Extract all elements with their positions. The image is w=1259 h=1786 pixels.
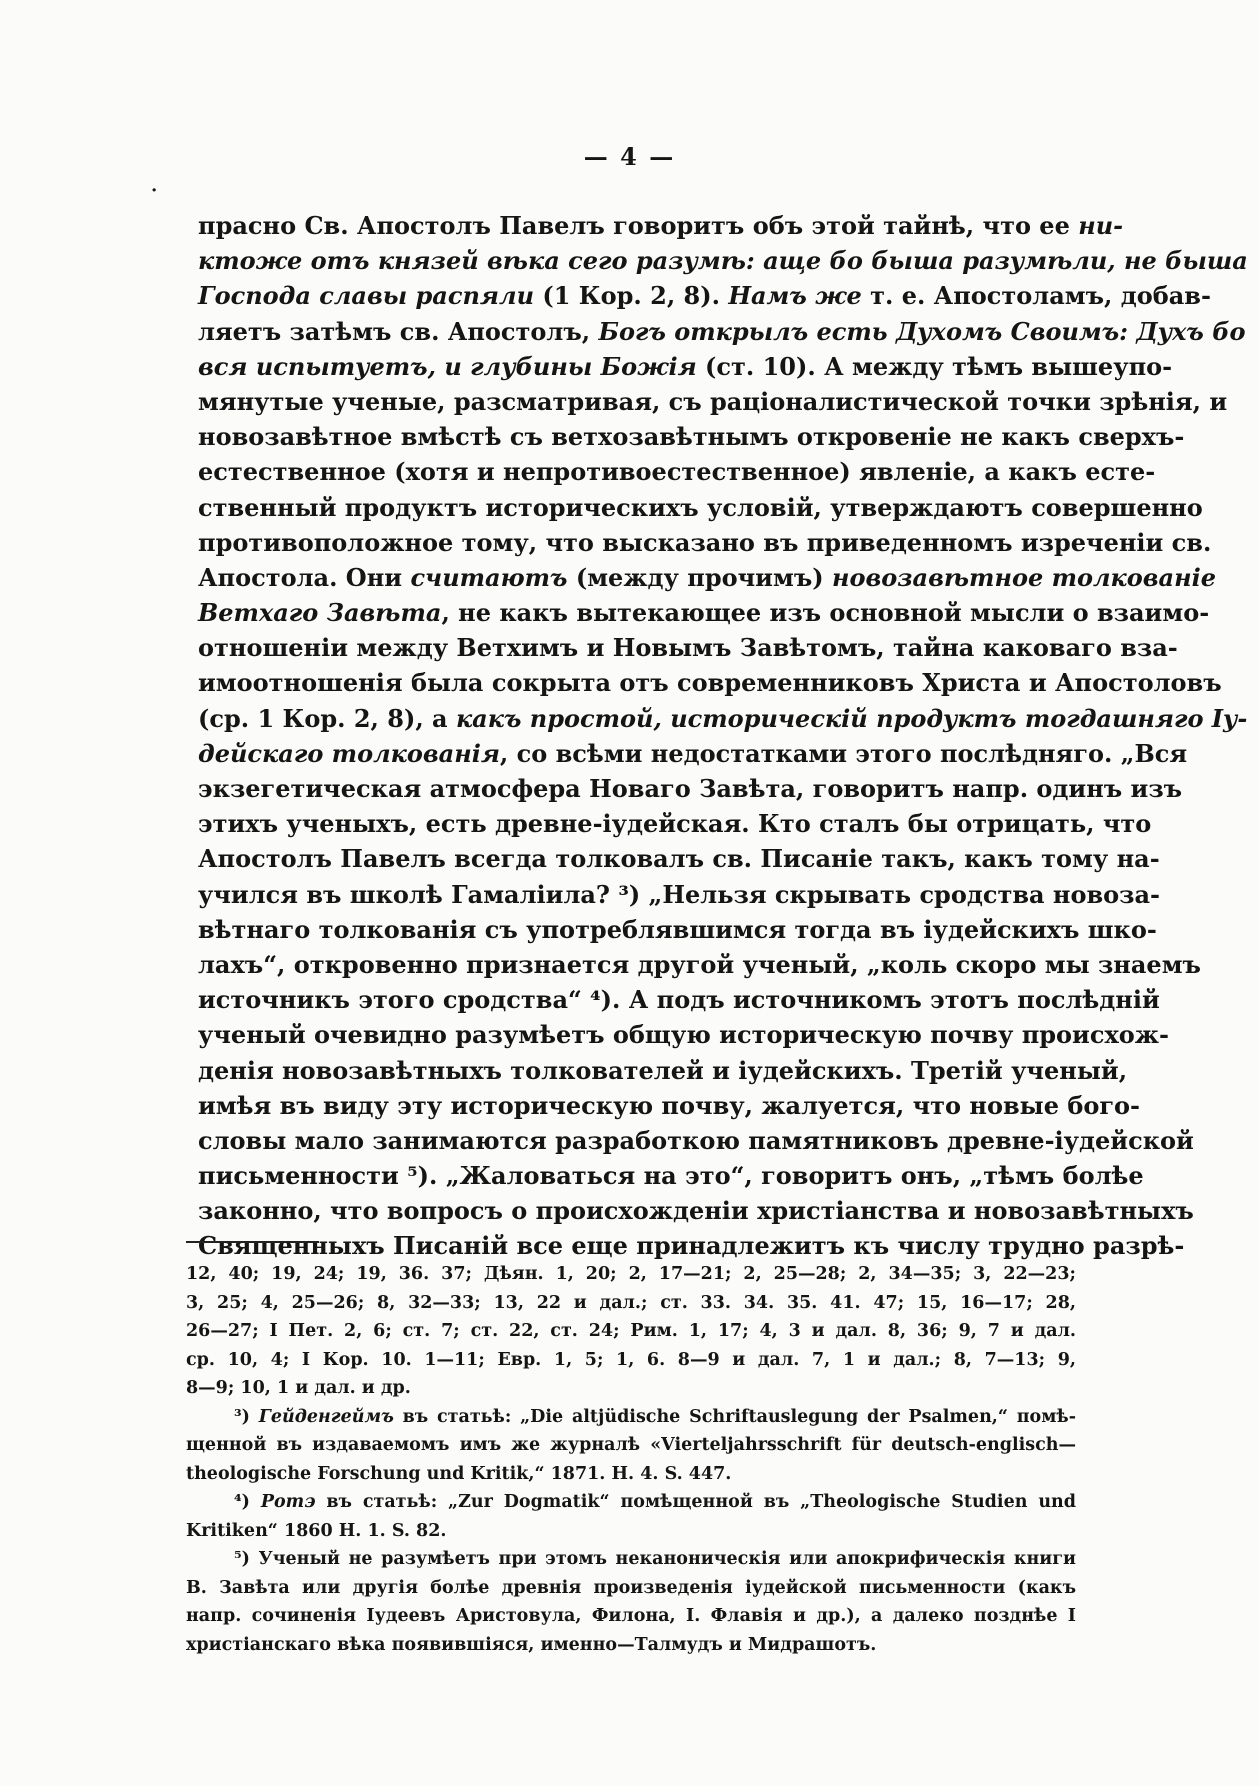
text-run: Апостола. Они (198, 562, 411, 592)
italic-run: ни- (1078, 211, 1124, 240)
text-line (198, 630, 1178, 665)
speck-mark: · (151, 180, 158, 201)
text-line (198, 1017, 1169, 1052)
text-run: щенной въ издаваемомъ имъ же журналѣ «Vierteljahrsschrift für deutsch-englisch— (186, 1435, 1076, 1455)
text-line (198, 701, 1248, 736)
text-line (198, 806, 1152, 841)
text-line (198, 1053, 1128, 1088)
footnote-line (186, 1431, 1076, 1460)
text-run: имѣя въ виду эту историческую почву, жалуется, что новые бого- (198, 1090, 1141, 1120)
text-run: денія новозавѣтныхъ толкователей и іудейскихъ. Третій ученый, (198, 1055, 1128, 1085)
footnote-line (186, 1488, 1076, 1517)
text-run: напр. сочиненія Іудеевъ Аристовула, Филона, І. Флавія и др.), а далеко позднѣе I (186, 1606, 1076, 1626)
italic-run: какъ простой, историческій продуктъ тогдашняго Іу- (455, 703, 1248, 733)
text-run: (1 Кор. 2, 8). (534, 281, 729, 311)
text-line (198, 419, 1185, 454)
text-run: (ст. 10). А между тѣмъ вышеупо- (696, 351, 1173, 381)
text-run: ⁴) (234, 1492, 261, 1512)
text-run: В. Завѣта или другія болѣе древнія произведенія іудейской письменности (какъ (186, 1577, 1076, 1598)
text-line (198, 243, 1248, 278)
text-run: лахъ“, откровенно признается другой ученый, „коль скоро мы знаемъ (198, 949, 1201, 979)
main-text (198, 208, 1248, 1264)
text-line (198, 841, 1160, 876)
footnote-line (186, 1545, 1076, 1574)
text-line (198, 525, 1212, 560)
text-line (198, 912, 1157, 947)
text-line (198, 595, 1210, 630)
text-run: 3, 25; 4, 25—26; 8, 32—33; 13, 22 и дал.; ст. 33. 34. 35. 41. 47; 15, 16—17; 28, (186, 1292, 1076, 1313)
text-run: , со всѣми недостатками этого послѣдняго. „Вся (499, 738, 1188, 768)
text-run: въ статьѣ: „Die altjüdische Schriftauslegung der Psalmen,“ помѣ- (393, 1406, 1076, 1427)
text-run: письменности ⁵). „Жаловаться на это“, говоритъ онъ, „тѣмъ болѣе (198, 1161, 1144, 1191)
italic-run: Господа славы распяли (198, 281, 535, 311)
italic-run: Гейденгеймъ (258, 1406, 394, 1427)
footnote-line (186, 1517, 1076, 1546)
text-line (198, 1158, 1144, 1193)
footnote-line (186, 1460, 1076, 1489)
text-line (198, 771, 1183, 806)
text-line (198, 947, 1201, 982)
italic-run: дейскаго толкованія (198, 738, 500, 768)
footnotes (186, 1260, 1076, 1659)
text-run: т. е. Апостоламъ, добав- (861, 281, 1211, 311)
italic-run: Ветхаго Завѣта (198, 598, 442, 628)
text-run: (ср. 1 Кор. 2, 8), а (198, 703, 456, 733)
footnote-line (186, 1602, 1076, 1631)
footnote-line (186, 1260, 1076, 1289)
text-line (198, 1193, 1194, 1228)
text-run: въ статьѣ: „Zur Dogmatik“ помѣщенной въ „Theologische Studien und (315, 1492, 1076, 1512)
text-run: ученый очевидно разумѣетъ общую историческую почву происхож- (198, 1020, 1169, 1050)
page-number: — 4 — (583, 142, 676, 171)
text-run: Священныхъ Писаній все еще принадлежитъ къ числу трудно разрѣ- (198, 1231, 1185, 1261)
text-run: ственный продуктъ историческихъ условій, утверждаютъ совершенно (198, 492, 1203, 522)
text-run: ср. 10, 4; I Кор. 10. 1—11; Евр. 1, 5; 1, 6. 8—9 и дал. 7, 1 и дал.; 8, 7—13; 9, (186, 1349, 1076, 1370)
text-run: Апостолъ Павелъ всегда толковалъ св. Писаніе такъ, какъ тому на- (198, 844, 1160, 874)
text-run: имоотношенія была сокрыта отъ современниковъ Христа и Апостоловъ (198, 668, 1222, 698)
text-line (198, 1123, 1194, 1158)
text-line (198, 1228, 1185, 1263)
text-run: законно, что вопросъ о происхожденіи христіанства и новозавѣтныхъ (198, 1196, 1194, 1226)
text-run: учился въ школѣ Гамаліила? ³) „Нельзя скрывать сродства новоза- (198, 879, 1160, 909)
text-line (198, 349, 1173, 384)
text-line (198, 490, 1203, 525)
text-line (198, 560, 1216, 595)
footnote-line (186, 1317, 1076, 1346)
text-run: прасно Св. Апостолъ Павелъ говоритъ объ этой тайнѣ, что ее (198, 211, 1079, 240)
text-line (198, 278, 1211, 313)
text-run: источникъ этого сродства“ ⁴). А подъ источникомъ этотъ послѣдній (198, 985, 1160, 1015)
italic-run: считаютъ (410, 562, 568, 592)
footnote-line (186, 1403, 1076, 1432)
text-line (198, 384, 1228, 419)
text-run: этихъ ученыхъ, есть древне-іудейская. Кто сталъ бы отрицать, что (198, 809, 1152, 839)
text-run: , не какъ вытекающее изъ основной мысли о взаимо- (441, 598, 1210, 628)
text-line (198, 1088, 1141, 1123)
text-run: мянутые ученые, разсматривая, съ раціоналистической точки зрѣнія, и (198, 386, 1228, 416)
text-run: новозавѣтное вмѣстѣ съ ветхозавѣтнымъ откровеніе не какъ сверхъ- (198, 422, 1185, 452)
text-line (198, 736, 1188, 771)
text-line (198, 982, 1160, 1017)
footnote-line (186, 1289, 1076, 1318)
text-run: ляетъ затѣмъ св. Апостолъ, (198, 316, 599, 346)
italic-run: ктоже отъ князей вѣка сего разумѣ: аще бо быша разумѣли, не быша (198, 246, 1248, 276)
text-run: христіанскаго вѣка появившіяся, именно—Талмудъ и Мидрашотъ. (186, 1634, 877, 1655)
italic-run: вся испытуетъ, и глубины Божія (198, 351, 697, 381)
text-run: (между прочимъ) (567, 562, 832, 592)
text-run: Kritiken“ 1860 H. 1. S. 82. (186, 1520, 447, 1541)
italic-run: новозавѣтное толкованіе (831, 562, 1216, 592)
footnote-line (186, 1574, 1076, 1603)
text-line (198, 208, 1124, 243)
text-run: отношеніи между Ветхимъ и Новымъ Завѣтомъ, тайна каковаго вза- (198, 633, 1178, 663)
text-run: экзегетическая атмосфера Новаго Завѣта, говоритъ напр. одинъ изъ (198, 774, 1183, 803)
text-run: theologische Forschung und Kritik,“ 1871. H. 4. S. 447. (186, 1463, 732, 1484)
text-run: ⁵) Ученый не разумѣетъ при этомъ неканоническія или апокрифическія книги (234, 1549, 1076, 1569)
footnote-line (186, 1631, 1076, 1660)
text-line (198, 877, 1160, 912)
text-run: 8—9; 10, 1 и дал. и др. (186, 1378, 411, 1398)
text-run: вѣтнаго толкованія съ употреблявшимся тогда въ іудейскихъ шко- (198, 914, 1157, 944)
text-run: ³) (234, 1406, 259, 1427)
text-run: 12, 40; 19, 24; 19, 36. 37; Дѣян. 1, 20; 2, 17—21; 2, 25—28; 2, 34—35; 3, 22—23; (186, 1264, 1076, 1284)
text-run: противоположное тому, что высказано въ приведенномъ изреченіи св. (198, 527, 1212, 557)
footnote-line (186, 1346, 1076, 1375)
footnote-separator (186, 1241, 319, 1243)
text-line (198, 454, 1156, 489)
text-line (198, 314, 1246, 349)
italic-run: Богъ открылъ есть Духомъ Своимъ: Духъ бо (598, 316, 1246, 346)
text-line (198, 665, 1222, 700)
text-run: 26—27; I Пет. 2, 6; ст. 7; ст. 22, ст. 24; Рим. 1, 17; 4, 3 и дал. 8, 36; 9, 7 и дал. (186, 1321, 1076, 1341)
italic-run: Намъ же (728, 281, 862, 311)
text-run: естественное (хотя и непротивоестественное) явленіе, а какъ есте- (198, 457, 1156, 487)
text-run: словы мало занимаются разработкою памятниковъ древне-іудейской (198, 1125, 1194, 1155)
footnote-line (186, 1374, 1076, 1403)
italic-run: Ротэ (260, 1492, 316, 1512)
